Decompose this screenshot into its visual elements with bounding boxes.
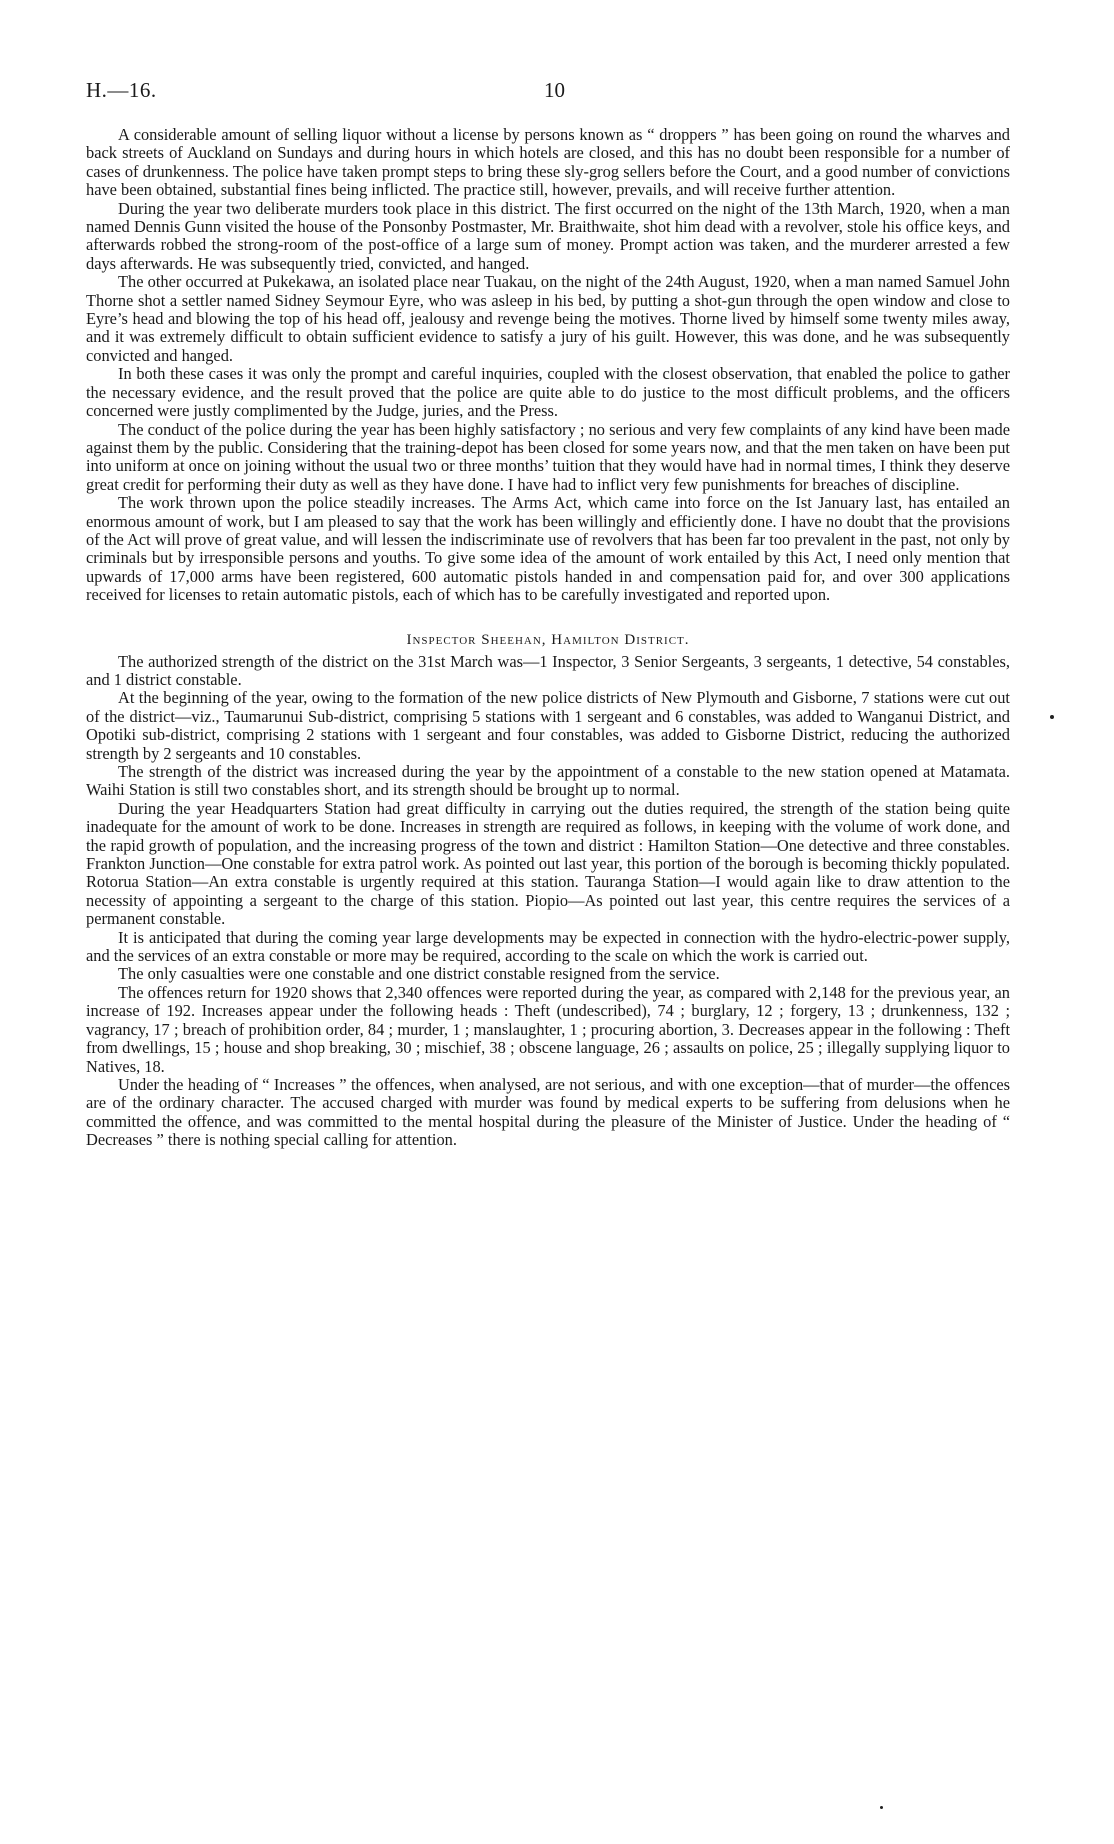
- print-speck: [880, 1806, 883, 1809]
- paragraph: At the beginning of the year, owing to the formation of the new police districts of New Plymouth and Gisborne, 7 stations were cut out of the district—viz., Taumarunui Sub-district, comprising 5 stations with 1 sergeant and 6 constables, was added to Wanganui District, and Opotiki sub-district, comprising 2 stations with 1 sergeant and four constables, was added to Gisborne District, reducing the authorized strength by 2 sergeants and 10 constables.: [86, 688, 1010, 763]
- paragraph: The only casualties were one constable and one district constable resigned from the service.: [118, 964, 720, 984]
- page-header: [86, 78, 1010, 112]
- paragraph: The other occurred at Pukekawa, an isolated place near Tuakau, on the night of the 24th August, 1920, when a man named Samuel John Thorne shot a settler named Sidney Seymour Eyre, who was asleep in his bed, by putting a shot-gun through the open window and close to Eyre’s head and blowing the top of his head off, jealousy and revenge being the motives. Thorne lived by himself some twenty miles away, and it was extremely difficult to obtain sufficient evidence to satisfy a jury of his guilt. However, this was done, and he was subsequently convicted and hanged.: [86, 272, 1010, 365]
- paragraph: It is anticipated that during the coming year large developments may be expected in connection with the hydro-electric-power supply, and the services of an extra constable or more may be required, according to the scale on which the work is carried out.: [86, 927, 1010, 966]
- paragraph: The authorized strength of the district on the 31st March was—1 Inspector, 3 Senior Sergeants, 3 sergeants, 1 detective, 54 constables, and 1 district constable.: [86, 651, 1010, 689]
- print-speck: [1050, 715, 1054, 719]
- paragraph: The strength of the district was increased during the year by the appointment of a constable to the new station opened at Matamata. Waihi Station is still two constables short, and its strength should be brought up to normal.: [86, 762, 1010, 800]
- paragraph: The offences return for 1920 shows that 2,340 offences were reported during the year, as compared with 2,148 for the previous year, an increase of 192. Increases appear under the following heads : Theft (undescribed), 74 ; burglary, 12 ; forgery, 13 ; drunkenness, 132 ; vagrancy, 17 ; breach of prohibition order, 84 ; murder, 1 ; manslaughter, 1 ; procuring abortion, 3. Decreases appear in the following : Theft from dwellings, 15 ; house and shop breaking, 30 ; mischief, 38 ; obscene language, 26 ; assaults on police, 25 ; illegally supplying liquor to Natives, 18.: [86, 982, 1010, 1076]
- document-reference: H.—16.: [86, 78, 157, 102]
- report-body: [86, 126, 1010, 1150]
- page-number: 10: [544, 78, 565, 102]
- paragraph: During the year Headquarters Station had great difficulty in carrying out the duties required, the strength of the station being quite inadequate for the amount of work to be done. Increases in strength are required as follows, in keeping with the volume of work done, and the rapid growth of population, and the increasing progress of the town and district : Hamilton Station—One detective and three constables. Frankton Junction—One constable for extra patrol work. As pointed out last year, this portion of the borough is becoming thickly populated. Rotorua Station—An extra constable is urgently required at this station. Tauranga Station—I would again like to draw attention to the necessity of appointing a sergeant to the charge of this station. Piopio—As pointed out last year, this centre requires the services of a permanent constable.: [86, 798, 1010, 929]
- paragraph: The work thrown upon the police steadily increases. The Arms Act, which came into force on the Ist January last, has entailed an enormous amount of work, but I am pleased to say that the work has been willingly and efficiently done. I have no doubt that the provisions of the Act will prove of great value, and will lessen the indiscriminate use of revolvers that has been far too prevalent in the past, not only by criminals but by irresponsible persons and youths. To give some idea of the amount of work entailed by this Act, I need only mention that upwards of 17,000 arms have been registered, 600 automatic pistols handed in and compensation paid for, and over 300 applications received for licenses to retain automatic pistols, each of which has to be carefully investigated and reported upon.: [86, 493, 1010, 605]
- paragraph: In both these cases it was only the prompt and careful inquiries, coupled with the closest observation, that enabled the police to gather the necessary evidence, and the result proved that the police are quite able to do justice to the most difficult problems, and the officers concerned were justly complimented by the Judge, juries, and the Press.: [86, 364, 1010, 421]
- section-heading: Inspector Sheehan, Hamilton District.: [406, 631, 690, 648]
- paragraph: During the year two deliberate murders took place in this district. The first occurred on the night of the 13th March, 1920, when a man named Dennis Gunn visited the house of the Ponsonby Postmaster, Mr. Braithwaite, shot him dead with a revolver, stole his office keys, and afterwards robbed the strong-room of the post-office of a large sum of money. Prompt action was taken, and the murderer arrested a few days afterwards. He was subsequently tried, convicted, and hanged.: [86, 198, 1010, 273]
- paragraph: A considerable amount of selling liquor without a license by persons known as “ droppers ” has been going on round the wharves and back streets of Auckland on Sundays and during hours in which hotels are closed, and this has no doubt been responsible for a number of cases of drunkenness. The police have taken prompt steps to bring these sly-grog sellers before the Court, and a good number of convictions have been obtained, substantial fines being inflicted. The practice still, however, prevails, and will receive further attention.: [86, 125, 1010, 200]
- paragraph: Under the heading of “ Increases ” the offences, when analysed, are not serious, and with one exception—that of murder—the offences are of the ordinary character. The accused charged with murder was found by medical experts to be suffering from delusions when he committed the offence, and was committed to the mental hospital during the pleasure of the Minister of Justice. Under the heading of “ Decreases ” there is nothing special calling for attention.: [86, 1074, 1010, 1150]
- document-page: [86, 78, 1010, 1150]
- paragraph: The conduct of the police during the year has been highly satisfactory ; no serious and very few complaints of any kind have been made against them by the public. Considering that the training-depot has been closed for some years now, and that the men taken on have been put into uniform at once on joining without the usual two or three months’ tuition that they would have had in normal times, I think they deserve great credit for performing their duty as well as they have done. I have had to inflict very few punishments for breaches of discipline.: [86, 419, 1010, 494]
